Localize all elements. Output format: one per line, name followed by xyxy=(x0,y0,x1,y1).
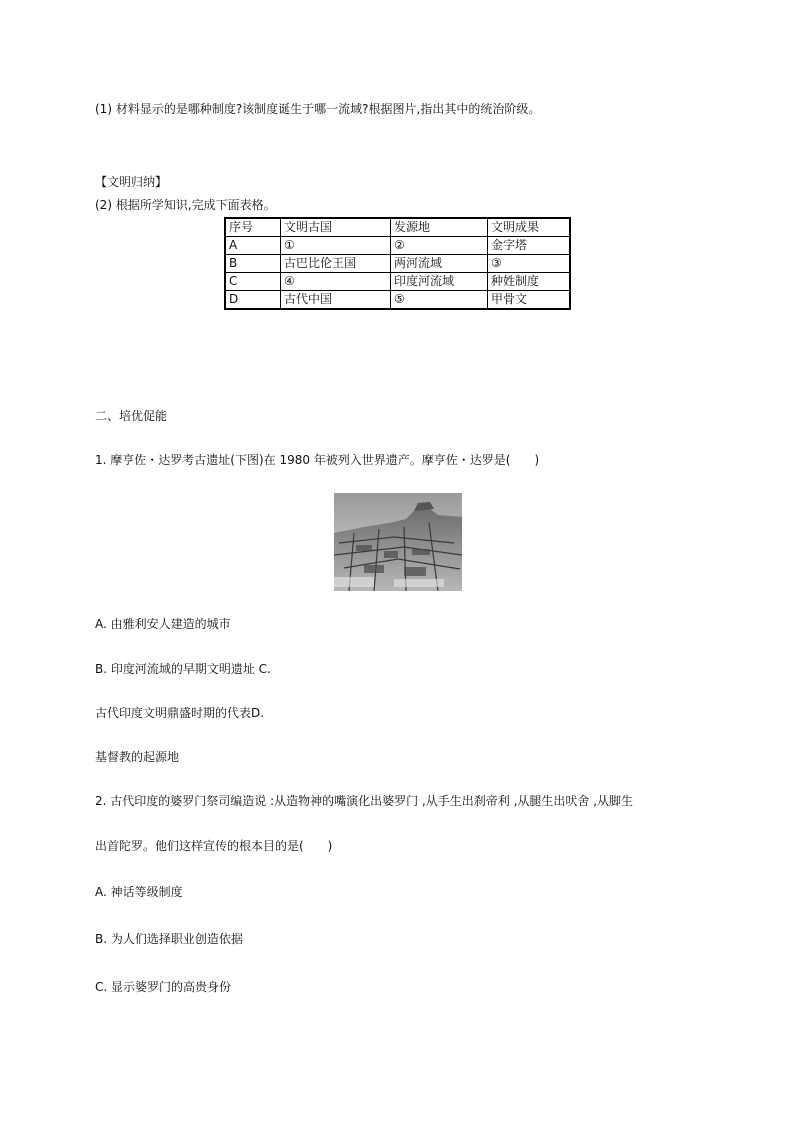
table-cell: 印度河流域 xyxy=(391,273,488,291)
problem-2-option-b: B. 为人们选择职业创造依据 xyxy=(95,932,243,946)
table-cell: C xyxy=(225,273,281,291)
table-cell: ③ xyxy=(488,255,571,273)
problem-2-option-a: A. 神话等级制度 xyxy=(95,885,183,899)
table-cell: 种姓制度 xyxy=(488,273,571,291)
table-cell: 两河流域 xyxy=(391,255,488,273)
table-cell: A xyxy=(225,237,281,255)
table-row xyxy=(225,291,570,310)
table-cell: ⑤ xyxy=(391,291,488,310)
table-row xyxy=(225,273,570,291)
table-header-row xyxy=(225,218,570,237)
table-cell: 甲骨文 xyxy=(488,291,571,310)
problem-2-stem-line-1: 2. 古代印度的婆罗门祭司编造说 :从造物神的嘴演化出婆罗门 ,从手生出刹帝利 ,从腿生出吠舍 ,从脚生 xyxy=(95,794,634,808)
table-row xyxy=(225,237,570,255)
header-cell-origin: 发源地 xyxy=(391,218,488,237)
table-cell: 金字塔 xyxy=(488,237,571,255)
table-cell: ① xyxy=(281,237,391,255)
problem-1-stem: 1. 摩亨佐・达罗考古遗址(下图)在 1980 年被列入世界遗产。摩亨佐・达罗是( ) xyxy=(95,453,540,467)
header-cell-achievement: 文明成果 xyxy=(488,218,571,237)
section-civilization-summary: 【文明归纳】 xyxy=(95,175,168,189)
problem-2-option-c: C. 显示婆罗门的高贵身份 xyxy=(95,980,232,994)
header-cell-civilization: 文明古国 xyxy=(281,218,391,237)
problem-1-option-c: 古代印度文明鼎盛时期的代表D. xyxy=(95,706,265,720)
problem-1-option-d: 基督教的起源地 xyxy=(95,750,180,764)
question-1-text: (1) 材料显示的是哪种制度?该制度诞生于哪一流域?根据图片,指出其中的统治阶级。 xyxy=(95,102,541,116)
header-cell-index: 序号 xyxy=(225,218,281,237)
table-cell: 古巴比伦王国 xyxy=(281,255,391,273)
section-2-heading: 二、培优促能 xyxy=(95,409,168,423)
table-cell: ④ xyxy=(281,273,391,291)
table-row xyxy=(225,255,570,273)
table-cell: B xyxy=(225,255,281,273)
table-cell: ② xyxy=(391,237,488,255)
table-cell: 古代中国 xyxy=(281,291,391,310)
problem-1-option-b: B. 印度河流域的早期文明遗址 C. xyxy=(95,662,271,676)
mohenjo-daro-ruins-photo xyxy=(334,493,462,591)
civilization-table xyxy=(224,217,571,310)
problem-1-option-a: A. 由雅利安人建造的城市 xyxy=(95,617,231,631)
table-cell: D xyxy=(225,291,281,310)
question-2-text: (2) 根据所学知识,完成下面表格。 xyxy=(95,198,276,212)
problem-2-stem-line-2: 出首陀罗。他们这样宣传的根本目的是( ) xyxy=(95,839,333,853)
